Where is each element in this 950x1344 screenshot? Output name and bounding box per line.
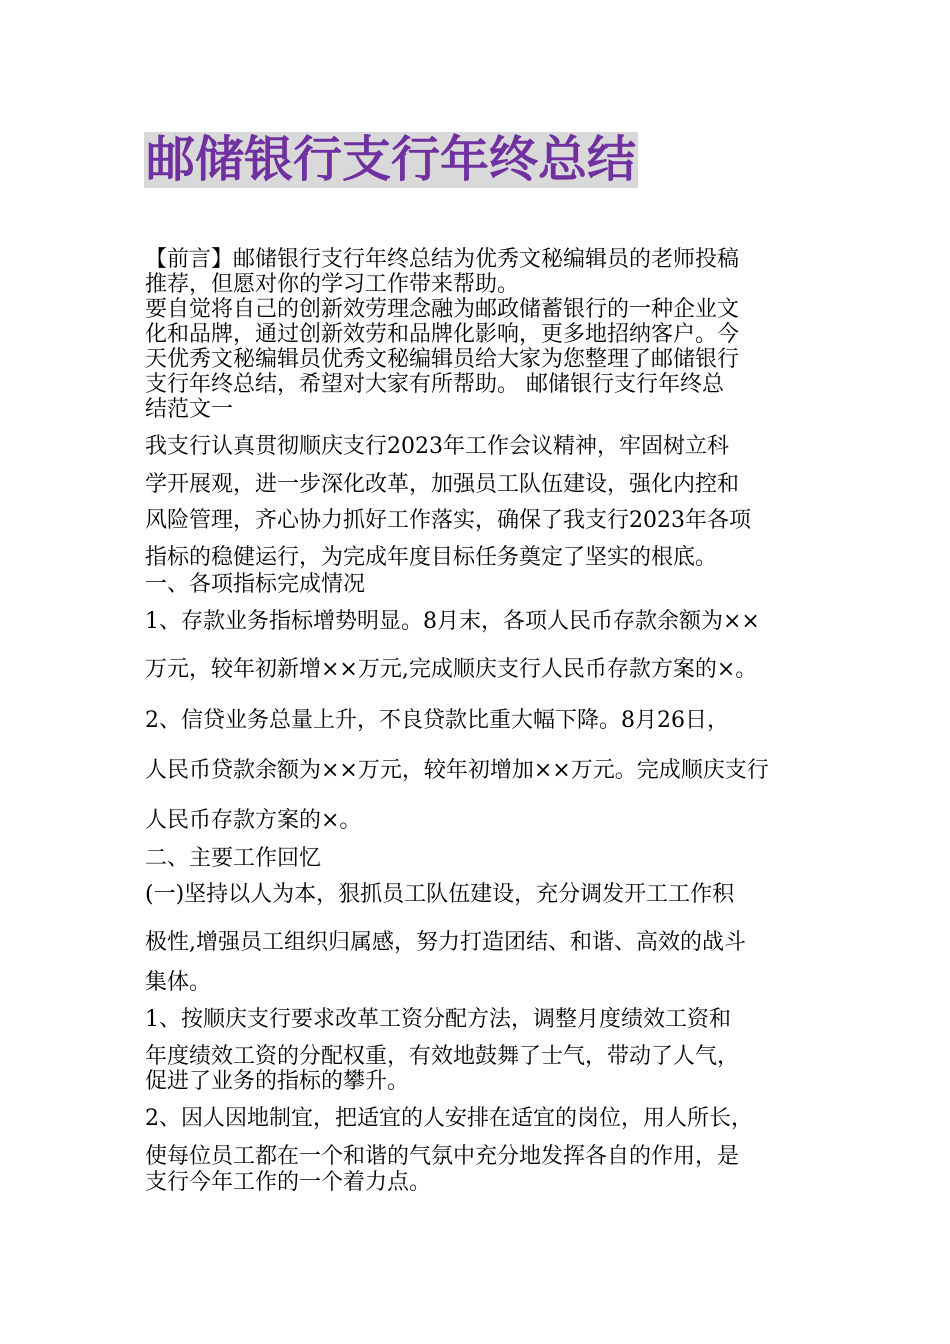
text-line: 化和品牌，通过创新效劳和品牌化影响，更多地招纳客户。今 (145, 322, 740, 347)
section-heading: 一、各项指标完成情况 (145, 572, 366, 597)
document-title: 邮储银行支行年终总结 (146, 131, 637, 188)
text-line: 学开展观，进一步深化改革，加强员工队伍建设，强化内控和 (145, 472, 740, 497)
text-line: 促进了业务的指标的攀升。 (145, 1069, 410, 1094)
text-line: 天优秀文秘编辑员优秀文秘编辑员给大家为您整理了邮储银行 (145, 347, 740, 372)
text-line: 集体。 (145, 970, 212, 995)
text-line: 2、信贷业务总量上升，不良贷款比重大幅下降。8月26日， (145, 708, 729, 733)
text-line: 支行年终总结，希望对大家有所帮助。 邮储银行支行年终总 (145, 372, 724, 397)
text-line: 使每位员工都在一个和谐的气氛中充分地发挥各自的作用，是 (145, 1144, 740, 1169)
text-line: 结范文一 (145, 397, 234, 422)
text-line: 人民币存款方案的×。 (145, 808, 362, 833)
text-line: 要自觉将自己的创新效劳理念融为邮政储蓄银行的一种企业文 (145, 297, 740, 322)
text-line: 推荐，但愿对你的学习工作带来帮助。 (145, 272, 520, 297)
text-line: 指标的稳健运行，为完成年度目标任务奠定了坚实的根底。 (145, 545, 718, 570)
text-line: 年度绩效工资的分配权重，有效地鼓舞了士气，带动了人气， (145, 1044, 740, 1069)
text-line: 2、因人因地制宜，把适宜的人安排在适宜的岗位，用人所长， (145, 1106, 753, 1131)
text-line: 极性,增强员工组织归属感，努力打造团结、和谐、高效的战斗 (145, 930, 746, 955)
text-line: 支行今年工作的一个着力点。 (145, 1170, 432, 1195)
text-line: 风险管理，齐心协力抓好工作落实，确保了我支行2023年各项 (145, 508, 751, 533)
section-heading: 二、主要工作回忆 (145, 846, 322, 871)
text-line: 1、存款业务指标增势明显。8月末，各项人民币存款余额为×× (145, 609, 760, 634)
text-line: 人民币贷款余额为××万元，较年初增加××万元。完成顺庆支行 (145, 758, 769, 783)
text-line: 万元，较年初新增××万元,完成顺庆支行人民币存款方案的×。 (145, 657, 758, 682)
text-line: 1、按顺庆支行要求改革工资分配方法，调整月度绩效工资和 (145, 1007, 731, 1032)
text-line: 【前言】邮储银行支行年终总结为优秀文秘编辑员的老师投稿 (145, 247, 740, 272)
text-line: 我支行认真贯彻顺庆支行2023年工作会议精神，牢固树立科 (145, 434, 729, 459)
text-line: (一)坚持以人为本，狠抓员工队伍建设，充分调发开工工作积 (145, 882, 735, 907)
